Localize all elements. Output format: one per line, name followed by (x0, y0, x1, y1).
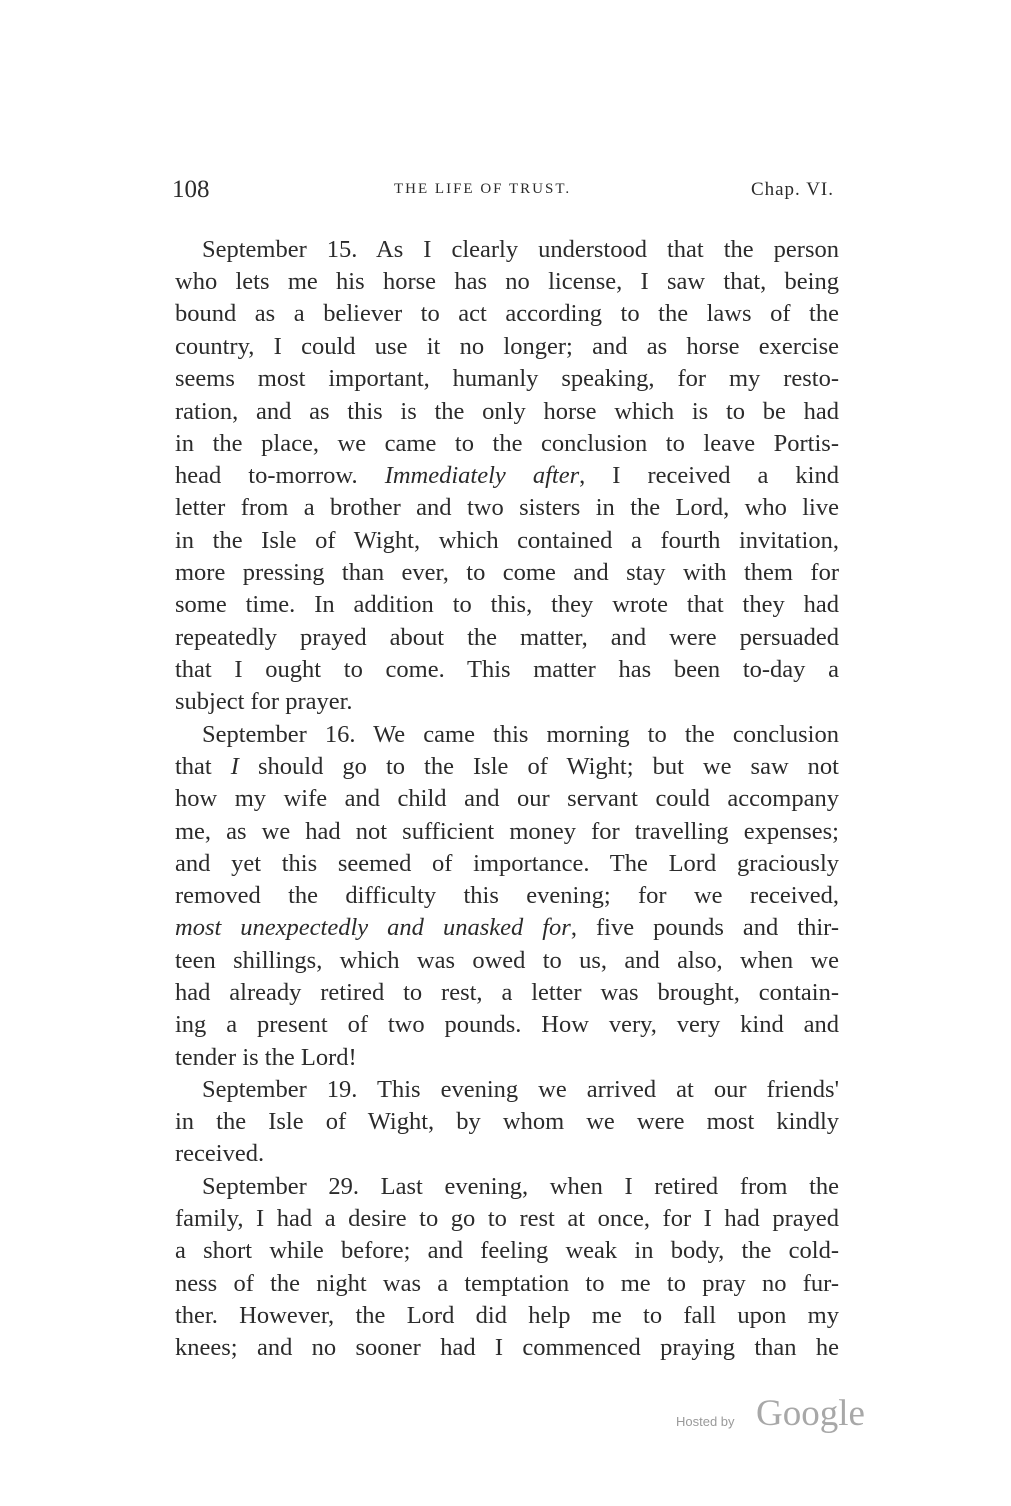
text-line: seems most important, humanly speaking, for my resto- (175, 365, 839, 392)
page-number: 108 (172, 176, 210, 203)
text-line: received. (175, 1140, 265, 1167)
text-run: should go to the Isle of Wight; but we saw not (258, 753, 839, 780)
text-run: head to-morrow. (175, 462, 358, 489)
text-line (175, 460, 839, 492)
text-line: who lets me his horse has no license, I saw that, being (175, 268, 839, 295)
chapter-label: Chap. VI. (750, 179, 834, 200)
text-line: in the place, we came to the conclusion to leave Portis- (175, 430, 839, 457)
text-line: ther. However, the Lord did help me to fall upon my (175, 1302, 839, 1329)
text-line: family, I had a desire to go to rest at once, for I had prayed (175, 1205, 839, 1232)
italic-emphasis: Immediately after (384, 462, 580, 489)
text-line: that I ought to come. This matter has been to-day a (175, 656, 839, 683)
hosted-by-label: Hosted by (676, 1414, 735, 1429)
text-run: , five pounds and thir- (570, 914, 839, 941)
text-line: September 29. Last evening, when I retired from the (202, 1173, 839, 1200)
text-line: and yet this seemed of importance. The Lord graciously (175, 850, 839, 877)
text-line: letter from a brother and two sisters in the Lord, who live (175, 494, 839, 521)
text-line: in the Isle of Wight, which contained a fourth invitation, (175, 527, 839, 554)
google-logo: Google (756, 1393, 865, 1434)
text-line: September 19. This evening we arrived at our friends' (202, 1076, 839, 1103)
text-line: September 15. As I clearly understood that the person (202, 236, 839, 263)
text-line: teen shillings, which was owed to us, and also, when we (175, 947, 839, 974)
text-line: ing a present of two pounds. How very, very kind and (175, 1011, 839, 1038)
text-line (175, 751, 839, 783)
hosted-by-google-watermark (676, 1392, 886, 1442)
text-line: subject for prayer. (175, 688, 353, 715)
italic-emphasis: most unexpectedly and unasked for (175, 914, 571, 941)
text-line (175, 912, 839, 944)
text-line: had already retired to rest, a letter was brought, contain- (175, 979, 839, 1006)
text-line: more pressing than ever, to come and stay with them for (175, 559, 839, 586)
text-line: removed the difficulty this evening; for we received, (175, 882, 839, 909)
text-line: ness of the night was a temptation to me to pray no fur- (175, 1270, 839, 1297)
page-header (172, 176, 834, 216)
text-line: repeatedly prayed about the matter, and were persuaded (175, 624, 839, 651)
text-line: how my wife and child and our servant could accompany (175, 785, 839, 812)
text-run: that (175, 753, 212, 780)
running-title: THE LIFE OF TRUST. (394, 181, 572, 197)
text-line: some time. In addition to this, they wrote that they had (175, 591, 839, 618)
text-line: a short while before; and feeling weak in body, the cold- (175, 1237, 839, 1264)
text-line: ration, and as this is the only horse which is to be had (175, 398, 839, 425)
text-line: country, I could use it no longer; and as horse exercise (175, 333, 839, 360)
text-line: in the Isle of Wight, by whom we were most kindly (175, 1108, 839, 1135)
text-line: September 16. We came this morning to the conclusion (202, 721, 839, 748)
text-line: bound as a believer to act according to the laws of the (175, 300, 839, 327)
text-line: me, as we had not sufficient money for travelling expenses; (175, 818, 839, 845)
italic-emphasis: I (230, 753, 239, 780)
text-line: tender is the Lord! (175, 1044, 357, 1071)
text-line: knees; and no sooner had I commenced praying than he (175, 1334, 839, 1361)
text-run: , I received a kind (579, 462, 839, 489)
